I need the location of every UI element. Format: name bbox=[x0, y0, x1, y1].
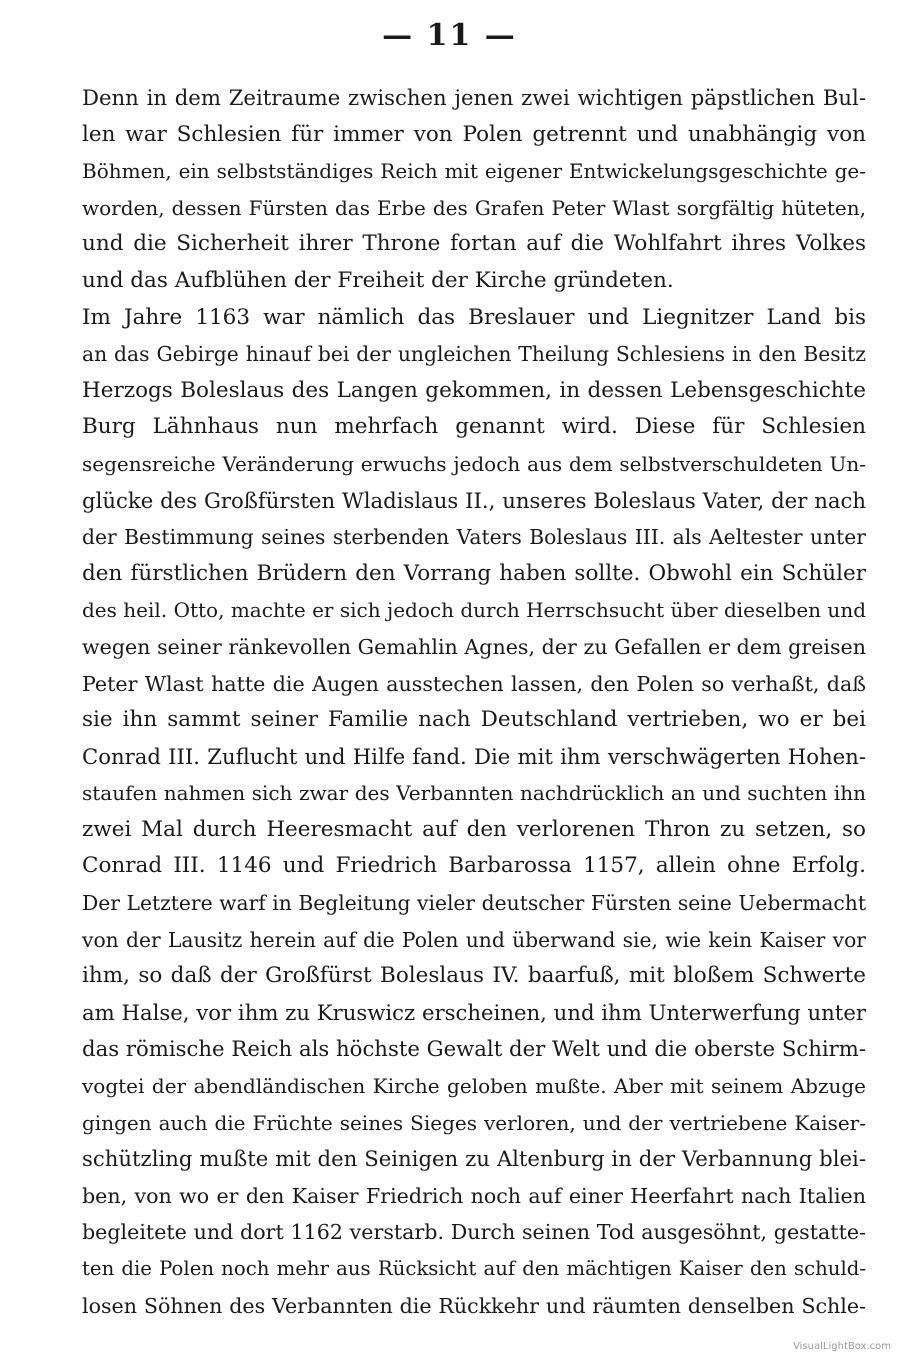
text-line: von der Lausitz herein auf die Polen und überwand sie, wie kein Kaiser vor bbox=[82, 927, 866, 952]
text-line: den fürstlichen Brüdern den Vorrang haben sollte. Obwohl ein Schüler bbox=[82, 560, 866, 586]
text-line: ihm, so daß der Großfürst Boleslaus IV. baarfuß, mit bloßem Schwerte bbox=[82, 963, 866, 989]
text-line: ten die Polen noch mehr aus Rücksicht auf den mächtigen Kaiser den schuld- bbox=[82, 1257, 866, 1280]
text-line: glücke des Großfürsten Wladislaus II., unseres Boleslaus Vater, der nach bbox=[82, 487, 866, 513]
text-line: Böhmen, ein selbstständiges Reich mit eigener Entwickelungsgeschichte ge- bbox=[82, 159, 866, 184]
watermark: VisualLightBox.com bbox=[793, 1341, 891, 1352]
text-line: an das Gebirge hinauf bei der ungleichen Theilung Schlesiens in den Besitz bbox=[82, 342, 866, 367]
text-line: gingen auch die Früchte seines Sieges verloren, und der vertriebene Kaiser- bbox=[82, 1110, 866, 1135]
text-line: Burg Lähnhaus nun mehrfach genannt wird. Diese für Schlesien bbox=[82, 414, 866, 440]
text-line: am Halse, vor ihm zu Kruswicz erscheinen, und ihm Unterwerfung unter bbox=[82, 999, 866, 1025]
text-line: Der Letztere warf in Begleitung vieler deutscher Fürsten seine Uebermacht bbox=[82, 891, 866, 916]
text-line: segensreiche Veränderung erwuchs jedoch aus dem selbstverschuldeten Un- bbox=[82, 451, 866, 476]
text-line: der Bestimmung seines sterbenden Vaters Boleslaus III. als Aeltester unter bbox=[82, 525, 866, 550]
text-line: schützling mußte mit den Seinigen zu Altenburg in der Verbannung blei- bbox=[82, 1146, 866, 1172]
text-line: losen Söhnen des Verbannten die Rückkehr und räumten denselben Schle- bbox=[82, 1293, 866, 1318]
text-line: staufen nahmen sich zwar des Verbannten nachdrücklich an und suchten ihn bbox=[82, 781, 866, 806]
text-line: len war Schlesien für immer von Polen getrennt und unabhängig von bbox=[82, 121, 866, 147]
text-line: Denn in dem Zeitraume zwischen jenen zwei wichtigen päpstlichen Bul- bbox=[82, 85, 866, 110]
text-line: des heil. Otto, machte er sich jedoch durch Herrschsucht über dieselben und bbox=[82, 598, 866, 623]
page-number: — 11 — bbox=[382, 18, 517, 53]
text-line: Im Jahre 1163 war nämlich das Breslauer und Liegnitzer Land bis bbox=[82, 304, 866, 330]
text-line: wegen seiner ränkevollen Gemahlin Agnes, der zu Gefallen er dem greisen bbox=[82, 634, 866, 659]
text-line: Conrad III. 1146 und Friedrich Barbarossa 1157, allein ohne Erfolg. bbox=[82, 853, 866, 879]
text-line: begleitete und dort 1162 verstarb. Durch seinen Tod ausgesöhnt, gestatte- bbox=[82, 1220, 866, 1245]
text-line: vogtei der abendländischen Kirche geloben mußte. Aber mit seinem Abzuge bbox=[82, 1074, 866, 1099]
body-text bbox=[82, 80, 866, 1324]
text-line: Herzogs Boleslaus des Langen gekommen, in dessen Lebensgeschichte bbox=[82, 377, 866, 403]
text-line: worden, dessen Fürsten das Erbe des Grafen Peter Wlast sorgfältig hüteten, bbox=[82, 195, 866, 220]
text-line: Conrad III. Zuflucht und Hilfe fand. Die mit ihm verschwägerten Hohen- bbox=[82, 743, 866, 769]
text-line: ben, von wo er den Kaiser Friedrich noch auf einer Heerfahrt nach Italien bbox=[82, 1183, 866, 1208]
text-line: und das Aufblühen der Freiheit der Kirche gründeten. bbox=[82, 267, 674, 293]
text-line: und die Sicherheit ihrer Throne fortan auf die Wohlfahrt ihres Volkes bbox=[82, 231, 866, 257]
text-line: Peter Wlast hatte die Augen ausstechen lassen, den Polen so verhaßt, daß bbox=[82, 671, 866, 696]
text-line: das römische Reich als höchste Gewalt der Welt und die oberste Schirm- bbox=[82, 1036, 866, 1062]
text-line: sie ihn sammt seiner Familie nach Deutschland vertrieben, wo er bei bbox=[82, 707, 866, 733]
text-line: zwei Mal durch Heeresmacht auf den verlorenen Thron zu setzen, so bbox=[82, 816, 866, 842]
